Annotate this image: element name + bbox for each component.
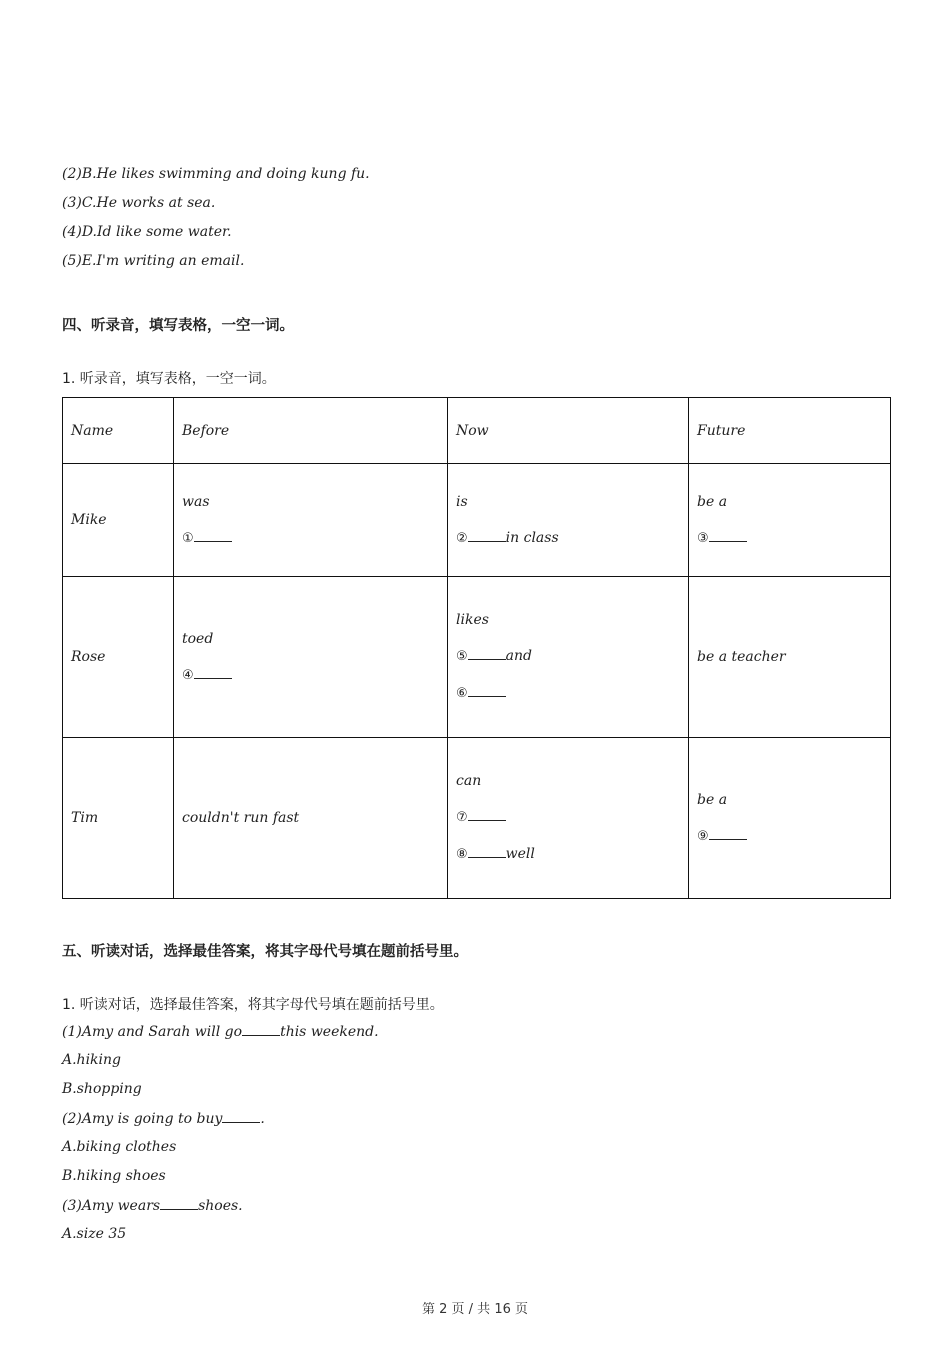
question-title-5: 1. 听读对话，选择最佳答案，将其字母代号填在题前括号里。 bbox=[62, 997, 444, 1013]
cell-text: was bbox=[182, 493, 210, 510]
question-title-4: 1. 听录音，填写表格，一空一词。 bbox=[62, 371, 276, 387]
now-cell bbox=[448, 464, 689, 577]
blank-number: ⑦ bbox=[456, 810, 468, 825]
table-row bbox=[63, 738, 891, 899]
stem-text: (3)Amy wears bbox=[62, 1198, 161, 1214]
answer-blank[interactable] bbox=[709, 827, 747, 840]
answer-blank[interactable] bbox=[468, 529, 506, 542]
future-cell bbox=[689, 738, 891, 899]
option-line: (2)B.He likes swimming and doing kung fu. bbox=[62, 166, 370, 182]
name-cell: Tim bbox=[63, 738, 174, 899]
answer-blank[interactable] bbox=[468, 845, 506, 858]
blank-number: ④ bbox=[182, 667, 194, 683]
blank-line bbox=[456, 842, 680, 867]
header-cell: Before bbox=[174, 398, 448, 464]
header-cell: Now bbox=[448, 398, 689, 464]
blank-number: ③ bbox=[697, 530, 709, 546]
table-row bbox=[63, 464, 891, 577]
blank-line bbox=[456, 681, 680, 706]
future-cell bbox=[689, 464, 891, 577]
blank-number: ⑥ bbox=[456, 686, 468, 701]
blank-line bbox=[456, 526, 680, 551]
blank-number: ② bbox=[456, 530, 468, 546]
name-cell: Rose bbox=[63, 577, 174, 738]
cell-text: likes bbox=[456, 612, 489, 628]
option-line: A.biking clothes bbox=[62, 1139, 177, 1155]
answer-blank[interactable] bbox=[709, 529, 747, 542]
section-heading-5: 五、听读对话，选择最佳答案，将其字母代号填在题前括号里。 bbox=[62, 944, 468, 960]
option-line: (5)E.I'm writing an email. bbox=[62, 253, 245, 269]
table-header-row bbox=[63, 398, 891, 464]
stem-text: this weekend. bbox=[280, 1024, 379, 1040]
fill-table bbox=[62, 397, 891, 899]
answer-blank[interactable] bbox=[468, 684, 506, 697]
before-cell bbox=[174, 464, 448, 577]
cell-text: and bbox=[505, 648, 532, 664]
page-footer: 第 2 页 / 共 16 页 bbox=[422, 1302, 528, 1317]
before-cell bbox=[174, 577, 448, 738]
cell-text: be a bbox=[697, 791, 728, 808]
table-row bbox=[63, 577, 891, 738]
stem-text: shoes. bbox=[198, 1198, 243, 1214]
header-cell: Future bbox=[689, 398, 891, 464]
blank-number: ① bbox=[182, 530, 194, 546]
blank-number: ⑧ bbox=[456, 847, 468, 862]
stem-text: (2)Amy is going to buy bbox=[62, 1111, 223, 1127]
option-line: A.size 35 bbox=[62, 1226, 127, 1242]
blank-line bbox=[182, 526, 439, 551]
now-cell bbox=[448, 738, 689, 899]
question-stem bbox=[62, 1197, 243, 1214]
now-cell bbox=[448, 577, 689, 738]
option-line: A.hiking bbox=[62, 1052, 121, 1068]
stem-text: (1)Amy and Sarah will go bbox=[62, 1024, 243, 1040]
cell-text: is bbox=[456, 493, 468, 510]
blank-line bbox=[697, 526, 882, 551]
before-cell: couldn't run fast bbox=[174, 738, 448, 899]
cell-text: well bbox=[505, 846, 535, 862]
future-cell: be a teacher bbox=[689, 577, 891, 738]
answer-blank[interactable] bbox=[468, 647, 506, 660]
blank-line bbox=[182, 663, 439, 688]
answer-blank[interactable] bbox=[160, 1197, 198, 1210]
answer-blank[interactable] bbox=[194, 666, 232, 679]
cell-text: in class bbox=[505, 529, 559, 546]
blank-line bbox=[456, 644, 680, 669]
blank-line bbox=[697, 824, 882, 849]
option-line: (3)C.He works at sea. bbox=[62, 195, 216, 211]
option-line: B.hiking shoes bbox=[62, 1168, 166, 1184]
question-stem bbox=[62, 1023, 379, 1040]
name-cell: Mike bbox=[63, 464, 174, 577]
answer-blank[interactable] bbox=[194, 529, 232, 542]
option-line: B.shopping bbox=[62, 1081, 142, 1097]
section-heading-4: 四、听录音，填写表格，一空一词。 bbox=[62, 318, 294, 334]
cell-text: be a bbox=[697, 493, 728, 510]
cell-text: can bbox=[456, 773, 482, 789]
blank-number: ⑨ bbox=[697, 828, 709, 844]
answer-blank[interactable] bbox=[242, 1023, 280, 1036]
option-line: (4)D.Id like some water. bbox=[62, 224, 232, 240]
stem-text: . bbox=[260, 1111, 265, 1127]
blank-line bbox=[456, 805, 680, 830]
question-stem bbox=[62, 1110, 265, 1127]
header-cell: Name bbox=[63, 398, 174, 464]
answer-blank[interactable] bbox=[468, 808, 506, 821]
blank-number: ⑤ bbox=[456, 649, 468, 664]
answer-blank[interactable] bbox=[222, 1110, 260, 1123]
cell-text: toed bbox=[182, 630, 214, 647]
